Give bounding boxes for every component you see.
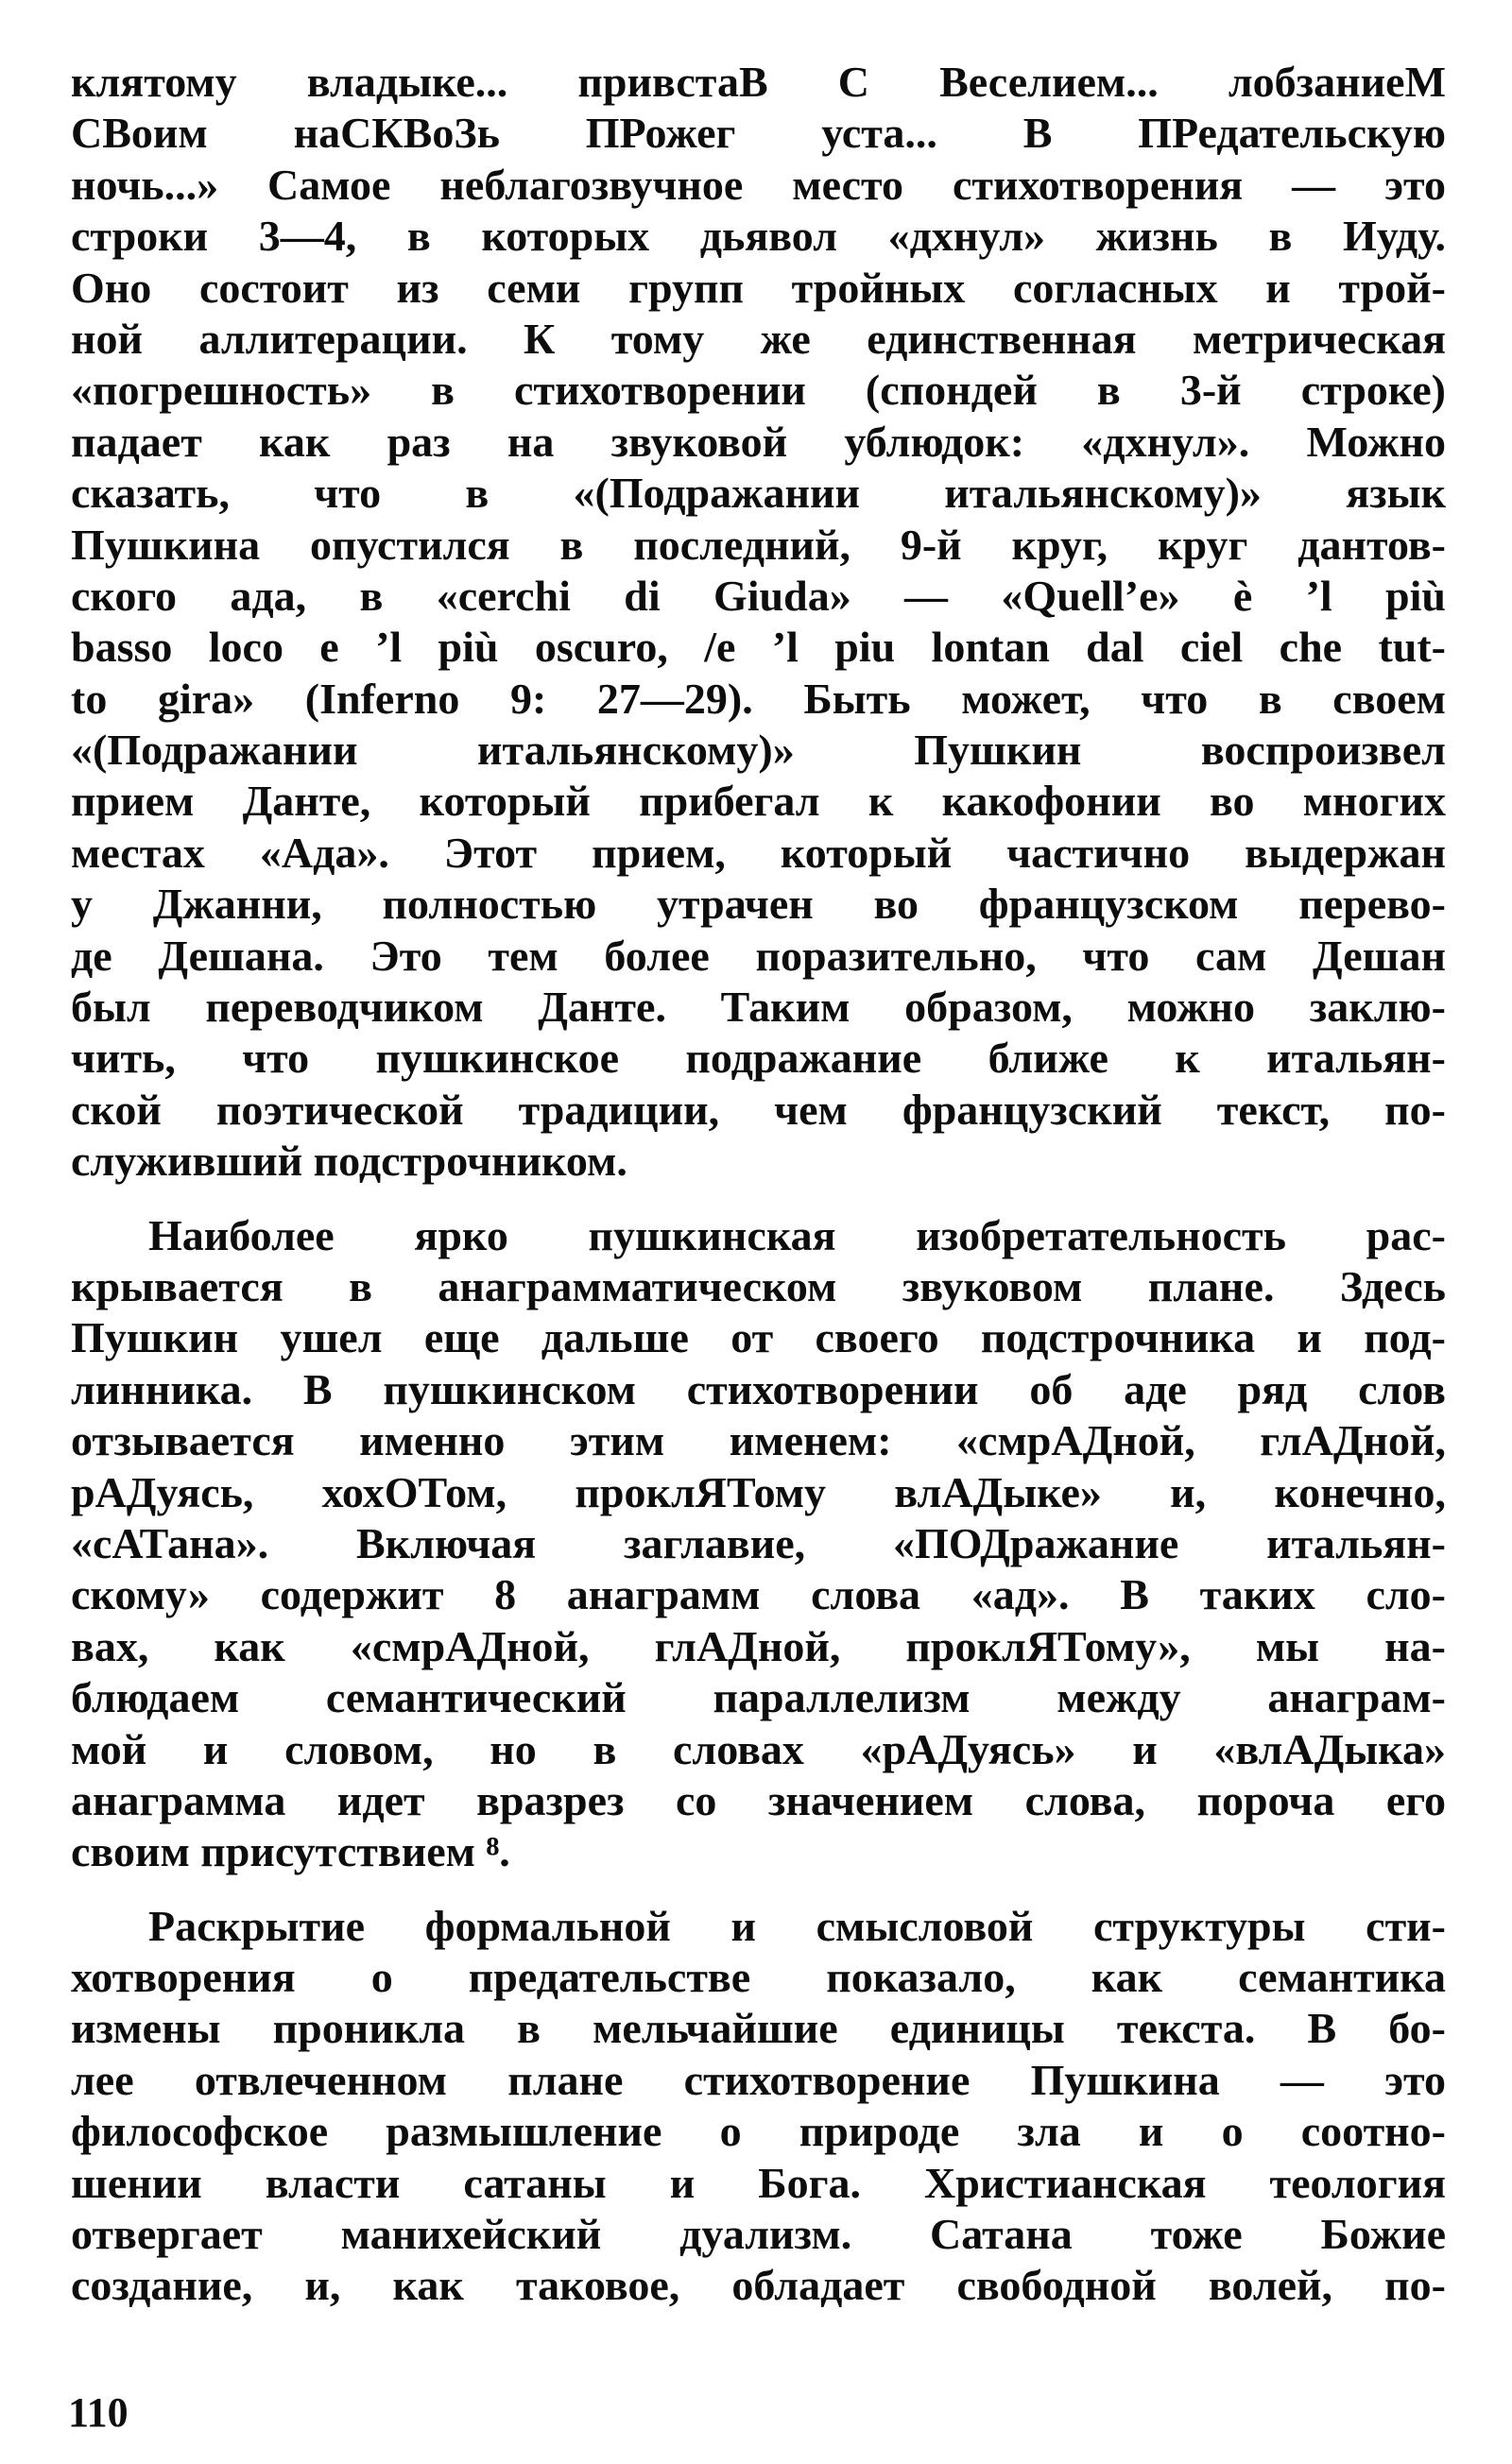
text-line: сказать, что в «(Подражании итальянскому)» язык — [71, 469, 1446, 518]
text-line: анаграмма идет вразрез со значением слова, порочa его — [71, 1775, 1446, 1824]
page-body — [71, 57, 1446, 2312]
text-line: шении власти сатаны и Бога. Христианская теология — [71, 2158, 1446, 2207]
text-line: скому» содержит 8 анаграмм слова «ад». В таких сло- — [71, 1570, 1446, 1619]
text-line: де Дешана. Это тем более поразительно, что сам Дешан — [71, 931, 1446, 980]
text-line: Пушкин ушел еще дальше от своего подстрочника и под- — [71, 1313, 1446, 1362]
text-line: to gira» (Inferno 9: 27—29). Быть может, что в своем — [71, 674, 1446, 723]
text-line: служивший подстрочником. — [71, 1137, 627, 1186]
text-line: отзывается именно этим именем: «смрАДной, глАДной, — [71, 1416, 1446, 1465]
text-line: ной аллитерации. К тому же единственная метрическая — [71, 314, 1446, 363]
text-line: у Джанни, полностью утрачен во французском перево- — [71, 880, 1446, 929]
text-line: падает как раз на звуковой ублюдок: «дхнул». Можно — [71, 417, 1446, 466]
text-line: измены проникла в мельчайшие единицы текста. В бо- — [71, 2004, 1446, 2053]
text-line: ской поэтической традиции, чем французский текст, по- — [71, 1085, 1446, 1134]
text-line: мой и словом, но в словах «рАДуясь» и «влАДыка» — [71, 1724, 1446, 1773]
text-line: Пушкина опустился в последний, 9-й круг, круг дантов- — [71, 520, 1446, 569]
text-line: Наиболее ярко пушкинская изобретательность рас- — [148, 1210, 1446, 1259]
text-line: философское размышление о природе зла и о соотно- — [71, 2107, 1446, 2156]
text-line: чить, что пушкинское подражание ближе к итальян- — [71, 1034, 1446, 1083]
text-line: клятому владыке... привстаВ С Веселием... лобзаниеМ — [71, 58, 1446, 106]
text-line: ского ада, в «cerchi di Giuda» — «Quell’e» è ’l più — [71, 571, 1446, 620]
text-line: вах, как «смрАДной, глАДной, проклЯТому», мы на- — [71, 1621, 1446, 1670]
paragraph-3 — [71, 1901, 1446, 2312]
text-line: Оно состоит из семи групп тройных согласных и трой- — [71, 263, 1446, 312]
text-line: крывается в анаграмматическом звуковом плане. Здесь — [71, 1261, 1446, 1310]
text-line: своим присутствием ⁸. — [71, 1827, 510, 1876]
text-line: был переводчиком Данте. Таким образом, можно заклю- — [71, 983, 1446, 1032]
text-line: «погрешность» в стихотворении (спондей в 3-й строке) — [71, 366, 1446, 415]
page-number: 110 — [68, 2389, 129, 2436]
paragraph-1 — [71, 57, 1446, 1188]
text-line: создание, и, как таковое, обладает свободной волей, по- — [71, 2261, 1446, 2310]
text-line: хотворения о предательстве показало, как семантика — [71, 1953, 1446, 2002]
text-line: СВоим наСКВоЗь ПРожег уста... В ПРедательскую — [71, 109, 1446, 158]
text-line: Раскрытие формальной и смысловой структуры сти- — [148, 1901, 1446, 1950]
text-line: отвергает манихейский дуализм. Сатана тоже Божие — [71, 2210, 1446, 2259]
text-line: лее отвлеченном плане стихотворение Пушкина — это — [71, 2055, 1446, 2104]
text-line: «сАТана». Включая заглавие, «ПОДражание итальян- — [71, 1518, 1446, 1567]
text-line: строки 3—4, в которых дьявол «дхнул» жизнь в Иуду. — [71, 212, 1446, 261]
text-line: «(Подражании итальянскому)» Пушкин воспроизвел — [71, 726, 1446, 775]
text-line: местах «Ада». Этот прием, который частично выдержан — [71, 828, 1446, 877]
text-line: рАДуясь, хохОТом, проклЯТому влАДыке» и, конечно, — [71, 1467, 1446, 1516]
text-line: линника. В пушкинском стихотворении об аде ряд слов — [71, 1364, 1446, 1413]
text-line: basso loco e ’l più oscuro, /e ’l piu lontan dal ciel che tut- — [71, 623, 1446, 672]
text-line: прием Данте, который прибегал к какофонии во многих — [71, 777, 1446, 826]
text-line: ночь...» Самое неблагозвучное место стихотворения — это — [71, 160, 1446, 209]
paragraph-2 — [71, 1210, 1446, 1878]
text-line: блюдаем семантический параллелизм между анаграм- — [71, 1673, 1446, 1722]
